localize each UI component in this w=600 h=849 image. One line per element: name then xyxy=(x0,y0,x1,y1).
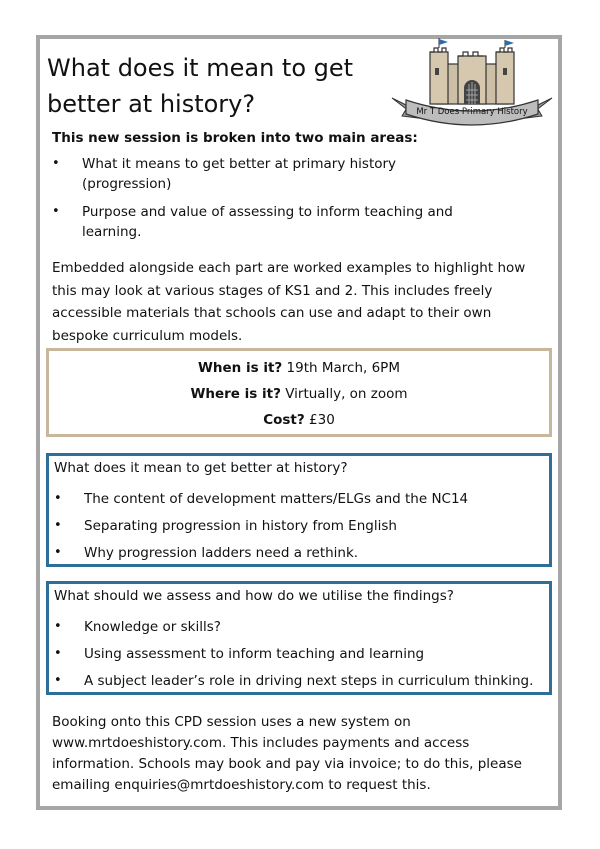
list-item xyxy=(52,202,472,242)
when-label: When is it? xyxy=(198,360,283,376)
castle-logo xyxy=(388,38,556,130)
where-value: Virtually, on zoom xyxy=(280,386,408,402)
bullet-text: What it means to get better at primary history (progression) xyxy=(82,156,397,192)
bullet-text: Knowledge or skills? xyxy=(84,619,221,635)
list-item xyxy=(52,154,472,194)
list-item xyxy=(54,543,544,563)
topic-bullet-list xyxy=(54,617,544,698)
when-value: 19th March, 6PM xyxy=(282,360,400,376)
event-cost xyxy=(49,410,549,430)
topic-heading: What does it mean to get better at history? xyxy=(54,460,348,476)
topic-bullet-list xyxy=(54,489,544,570)
list-item xyxy=(54,644,544,664)
topic-box-assessment xyxy=(46,581,552,695)
cost-value: £30 xyxy=(304,412,335,428)
bullet-icon: • xyxy=(54,491,62,506)
bullet-text: A subject leader’s role in driving next steps in curriculum thinking. xyxy=(84,673,534,689)
booking-paragraph: Booking onto this CPD session uses a new system on www.mrtdoeshistory.com. This includes payments and access information. Schools may book and pay via invoice; to do this, please emailing enquiries@mrtdoeshistory.com to request this. xyxy=(52,714,522,793)
intro-bullet-list xyxy=(52,154,472,250)
topic-box-progression xyxy=(46,453,552,567)
bullet-icon: • xyxy=(54,545,62,560)
where-label: Where is it? xyxy=(190,386,281,402)
event-where xyxy=(49,384,549,404)
intro-heading: This new session is broken into two main areas: xyxy=(52,130,418,146)
bullet-icon: • xyxy=(54,673,62,688)
bullet-text: Why progression ladders need a rethink. xyxy=(84,545,359,561)
cost-label: Cost? xyxy=(263,412,305,428)
bullet-text: Separating progression in history from English xyxy=(84,518,397,534)
list-item xyxy=(54,516,544,536)
list-item xyxy=(54,617,544,637)
bullet-icon: • xyxy=(52,156,60,171)
intro-paragraph: Embedded alongside each part are worked examples to highlight how this may look at various stages of KS1 and 2. This includes freely accessible materials that schools can use and adapt to their own bespoke curriculum models. xyxy=(52,260,526,344)
bullet-text: Purpose and value of assessing to inform teaching and learning. xyxy=(82,204,453,240)
bullet-icon: • xyxy=(54,646,62,661)
topic-heading: What should we assess and how do we utilise the findings? xyxy=(54,588,454,604)
list-item xyxy=(54,671,544,691)
bullet-text: The content of development matters/ELGs and the NC14 xyxy=(84,491,469,507)
event-details-box xyxy=(46,348,552,437)
bullet-icon: • xyxy=(54,518,62,533)
page-title: What does it mean to get better at history? xyxy=(47,54,354,118)
bullet-icon: • xyxy=(54,619,62,634)
list-item xyxy=(54,489,544,509)
bullet-icon: • xyxy=(52,204,60,219)
event-when xyxy=(49,358,549,378)
castle-icon xyxy=(430,38,514,104)
bullet-text: Using assessment to inform teaching and learning xyxy=(84,646,425,662)
logo-text: Mr T Does Primary History xyxy=(416,107,528,117)
